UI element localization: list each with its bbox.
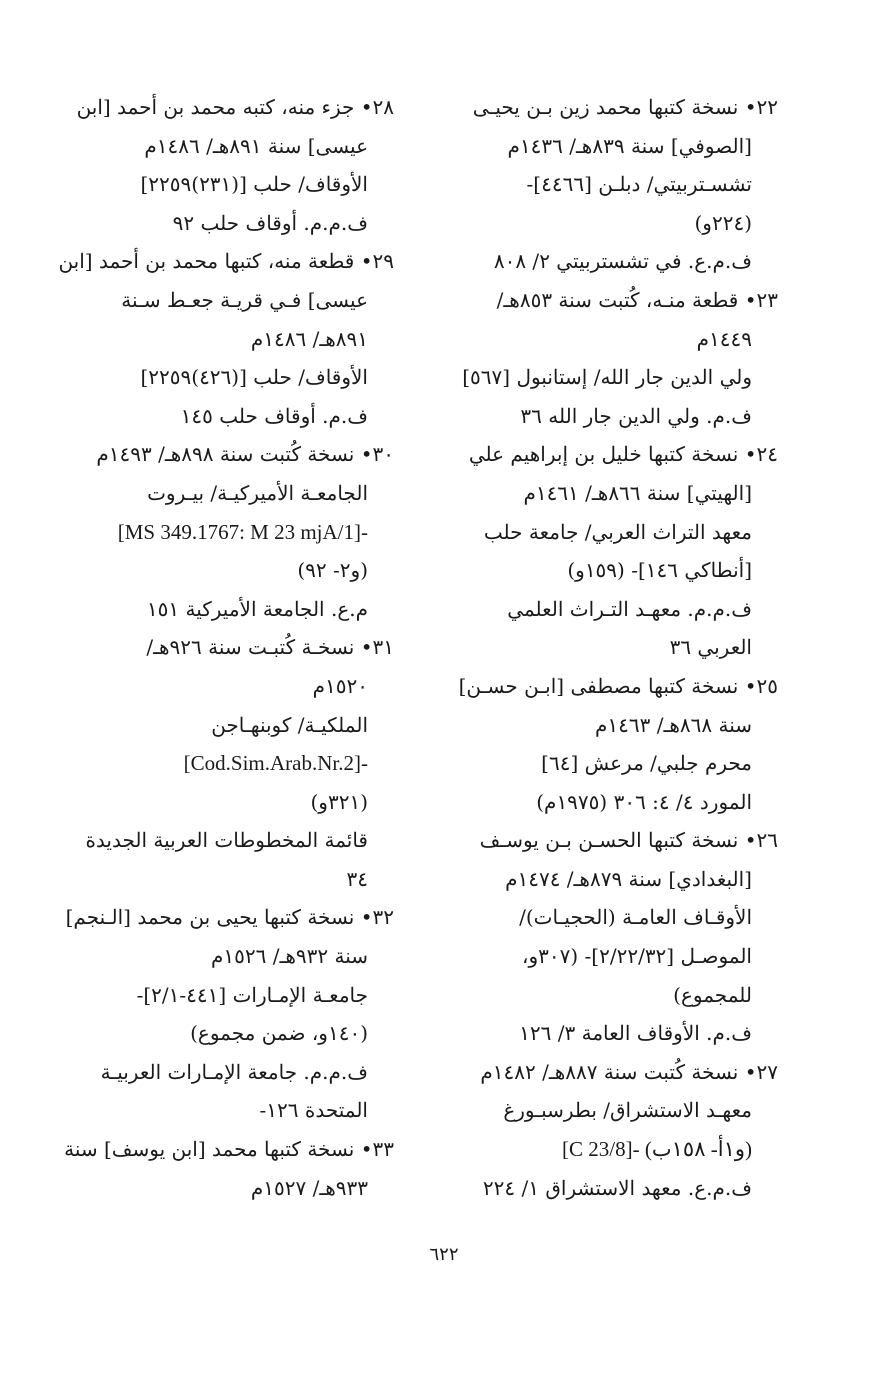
entry-line: (و٢- ٩٢) bbox=[297, 558, 368, 583]
entry-line: ولي الدين جار الله/ إستانبول [٥٦٧] bbox=[462, 365, 752, 390]
entry-line: الملكيـة/ كوبنهـاجن bbox=[211, 712, 368, 737]
entry-line: ف.م.م. معهـد التـراث العلمي bbox=[507, 596, 752, 621]
entry-line: م.ع. الجامعة الأميركية ١٥١ bbox=[146, 596, 368, 621]
left-column bbox=[50, 88, 394, 1207]
entry-line: سنة ٩٣٢هـ/ ١٥٢٦م bbox=[211, 944, 368, 969]
entry-heading-line: ٣١• نسخـة كُتبـت سنة ٩٢٦هـ/ bbox=[146, 635, 394, 660]
entry-heading-line: ٢٩• قطعة منه، كتبها محمد بن أحمد [ابن bbox=[58, 249, 394, 274]
manuscript-entry bbox=[438, 88, 778, 281]
entry-heading-line: ٣٠• نسخة كُتبت سنة ٨٩٨هـ/ ١٤٩٣م bbox=[96, 442, 394, 467]
manuscript-entry bbox=[50, 1130, 394, 1207]
entry-line: ٣٤ bbox=[346, 866, 368, 891]
entry-heading-line: ٢٨• جزء منه، كتبه محمد بن أحمد [ابن bbox=[76, 95, 394, 119]
entry-line: الأوقاف/ حلب [(٢٣١)٢٢٥٩] bbox=[140, 172, 368, 197]
entry-line: الجامعـة الأميركيـة/ بيـروت bbox=[147, 480, 368, 505]
manuscript-entry bbox=[50, 88, 394, 242]
manuscript-entry bbox=[50, 242, 394, 435]
entry-line: محرم جلبي/ مرعش [٦٤] bbox=[541, 751, 752, 776]
entry-line: ف.م.م. جامعة الإمـارات العربيـة bbox=[100, 1059, 368, 1084]
entry-line: ف.م.ع. في تشستربيتي ٢/ ٨٠٨ bbox=[493, 249, 752, 274]
entry-line: ١٤٤٩م bbox=[696, 326, 752, 351]
entry-line: (١٤٠و، ضمن مجموع) bbox=[190, 1021, 368, 1046]
entry-line: المورد ٤/ ٤: ٣٠٦ (١٩٧٥م) bbox=[536, 789, 752, 814]
entry-line: [الهيتي] سنة ٨٦٦هـ/ ١٤٦١م bbox=[523, 480, 752, 505]
entry-line: عيسى] سنة ٨٩١هـ/ ١٤٨٦م bbox=[144, 133, 368, 158]
entry-line: قائمة المخطوطات العربية الجديدة bbox=[85, 828, 368, 853]
entry-line: الأوقاف/ حلب [(٤٢٦)٢٢٥٩] bbox=[140, 365, 368, 390]
entry-line: [C 23/8]- (و١أ- ١٥٨ب) bbox=[562, 1137, 752, 1162]
entry-line: [البغدادي] سنة ٨٧٩هـ/ ١٤٧٤م bbox=[505, 866, 752, 891]
right-column bbox=[438, 88, 778, 1207]
entry-heading-line: ٣٢• نسخة كتبها يحيى بن محمد [الـنجم] bbox=[65, 905, 394, 930]
entry-line: العربي ٣٦ bbox=[669, 635, 752, 660]
entry-heading-line: ٢٢• نسخة كتبها محمد زين بـن يحيـى bbox=[472, 95, 778, 119]
manuscript-entry bbox=[438, 667, 778, 821]
entry-line: سنة ٨٦٨هـ/ ١٤٦٣م bbox=[595, 712, 752, 737]
entry-line: ف.م. الأوقاف العامة ٣/ ١٢٦ bbox=[519, 1021, 752, 1046]
entry-line: عيسى] فـي قريـة جعـط سـنة bbox=[121, 287, 368, 312]
entry-line: ف.م. ولي الدين جار الله ٣٦ bbox=[520, 403, 752, 428]
entry-line: [الصوفي] سنة ٨٣٩هـ/ ١٤٣٦م bbox=[507, 133, 752, 158]
manuscript-entry bbox=[438, 281, 778, 435]
entry-line: [MS 349.1767: M 23 mjA/1]- bbox=[117, 519, 368, 544]
entry-line: ٨٩١هـ/ ١٤٨٦م bbox=[250, 326, 368, 351]
manuscript-entry bbox=[50, 435, 394, 628]
entry-line: جامعـة الإمـارات [٤٤١-٢/١]- bbox=[136, 982, 368, 1007]
entry-line: ف.م.م. أوقاف حلب ٩٢ bbox=[172, 210, 368, 235]
entry-heading-line: ٢٧• نسخة كُتبت سنة ٨٨٧هـ/ ١٤٨٢م bbox=[480, 1059, 778, 1084]
entry-line: ف.م. أوقاف حلب ١٤٥ bbox=[180, 403, 368, 428]
entry-line: تشسـتربيتي/ دبلـن [٤٤٦٦]- bbox=[526, 172, 752, 197]
entry-line: للمجموع) bbox=[673, 982, 752, 1007]
entry-heading-line: ٢٣• قطعة منـه، كُتبت سنة ٨٥٣هـ/ bbox=[496, 287, 778, 312]
entry-line: الأوقـاف العامـة (الحجيـات)/ bbox=[519, 905, 752, 930]
manuscript-entry bbox=[50, 898, 394, 1130]
entry-line: (٣٢١و) bbox=[310, 789, 368, 814]
entry-line: ١٥٢٠م bbox=[312, 673, 368, 698]
manuscript-entry bbox=[438, 1053, 778, 1207]
manuscript-entry bbox=[50, 628, 394, 898]
entry-line: معهد التراث العربي/ جامعة حلب bbox=[483, 519, 752, 544]
entry-line: ٩٣٣هـ/ ١٥٢٧م bbox=[250, 1175, 368, 1200]
entry-line: الموصـل [٢/٢٢/٣٢]- (٣٠٧و، bbox=[522, 944, 752, 969]
manuscript-entry bbox=[438, 435, 778, 667]
page-number: ٦٢٢ bbox=[429, 1244, 459, 1265]
entry-heading-line: ٣٣• نسخة كتبها محمد [ابن يوسف] سنة bbox=[64, 1137, 394, 1162]
entry-line: [أنطاكي ١٤٦]- (١٥٩و) bbox=[567, 558, 752, 583]
entry-heading-line: ٢٥• نسخة كتبها مصطفى [ابـن حسـن] bbox=[458, 673, 778, 698]
entry-line: [Cod.Sim.Arab.Nr.2]- bbox=[183, 751, 368, 776]
manuscript-entry bbox=[438, 821, 778, 1053]
entry-heading-line: ٢٤• نسخة كتبها خليل بن إبراهيم علي bbox=[468, 442, 778, 467]
entry-heading-line: ٢٦• نسخة كتبها الحسـن بـن يوسـف bbox=[479, 828, 778, 853]
entry-line: معهـد الاستشراق/ بطرسبـورغ bbox=[503, 1098, 752, 1123]
entry-line: ف.م.ع. معهد الاستشراق ١/ ٢٢٤ bbox=[482, 1175, 752, 1200]
entry-line: المتحدة ١٢٦- bbox=[259, 1098, 368, 1123]
entry-line: (٢٢٤و) bbox=[694, 210, 752, 235]
